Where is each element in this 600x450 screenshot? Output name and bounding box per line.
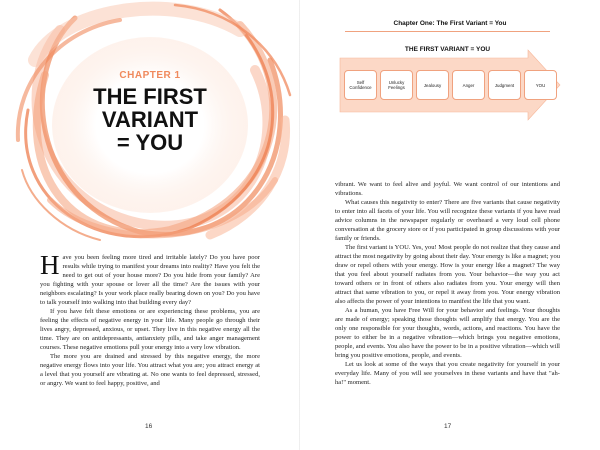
diagram-box-anger: Anger xyxy=(452,70,485,100)
paragraph: What causes this negativity to enter? There are five variants that cause negativity to enter into all facets of your life. You will recognize these variants if you have read advice columns in the newspaper regularly or overheard a very loud cell phone conversation at the grocery store or if you participated in group discussions with your family or friends. xyxy=(335,199,560,242)
diagram-box-self-confidence: Self Confidence xyxy=(344,70,377,100)
running-head: Chapter One: The First Variant = You xyxy=(393,20,507,27)
paragraph-text: ave you been feeling more tired and irritable lately? Do you have poor results while trying to manifest your dreams into reality? Have you felt the need to get out of your house more? Do you hide from your family? Are you fighting with your spouse or lover all the time? Are the issues with your neighbors escalating? Is your work place really bearing down on you? Do you have to talk yourself into walking into that building every day? xyxy=(40,254,260,306)
chapter-title-line: VARIANT xyxy=(101,107,199,132)
paragraph: The more you are drained and stressed by this negative energy, the more negative energy flows into your life. You attract what you are; you attract energy at a level that you yourself are vibrating at. No one wants to feel depressed, stressed, or angry. We want to feel happy, positive, and xyxy=(40,353,260,387)
page-number: 16 xyxy=(145,423,153,430)
diagram-box-judgment: Judgment xyxy=(488,70,521,100)
diagram-box-unlucky-feelings: Unlucky Feelings xyxy=(380,70,413,100)
chapter-title-line: = YOU xyxy=(116,130,184,155)
paragraph: If you have felt these emotions or are experiencing these problems, you are feeling the effects of negative energy in your life. Many people go through their lives angry, depressed, anxious, or upset. They live in this negative energy all the time. They are on antidepressants, antianxiety pills, and take anger management courses. These negative emotions pull your energy into a very low vibration. xyxy=(40,308,260,351)
diagram-title: THE FIRST VARIANT = YOU xyxy=(404,46,491,53)
page-number: 17 xyxy=(444,423,452,430)
paragraph: Let us look at some of the ways that you create negativity for yourself in your everyday life. Many of you will see yourselves in these variants and have that "ah-ha!" moment. xyxy=(335,361,560,386)
paragraph: As a human, you have Free Will for your behavior and feelings. Your thoughts are made of energy; speaking those thoughts will amplify that energy. You are the only one responsible for your thoughts, words, actions, and reactions. You have the power to either be in a negative vibration—which brings you negative emotions, people, and events. You also have the power to be in a positive vibration—which will bring you positive emotions, people, and events. xyxy=(335,307,560,359)
drop-cap: H xyxy=(40,250,60,280)
paragraph: vibrant. We want to feel alive and joyful. We want control of our intentions and vibrations. xyxy=(335,181,560,197)
diagram-box-jealousy: Jealousy xyxy=(416,70,449,100)
paragraph: The first variant is YOU. Yes, you! Most people do not realize that they cause and attract the most negativity by going about their day. Your energy is like a magnet; you draw or repel others with your energy. How is your energy like a magnet? The way that you feel about yourself radiates from you. Your behavior—the way you act toward others or in front of others also radiates from you. Your energy will then attract that same vibration to you, or repel it away from you. Your energy vibration also affects the power of your intentions to manifest the life that you want. xyxy=(335,244,560,305)
chapter-label: CHAPTER 1 xyxy=(119,70,181,81)
diagram-box-you: YOU xyxy=(524,70,557,100)
chapter-title-line: THE FIRST xyxy=(93,84,207,109)
right-body-text xyxy=(335,180,560,387)
